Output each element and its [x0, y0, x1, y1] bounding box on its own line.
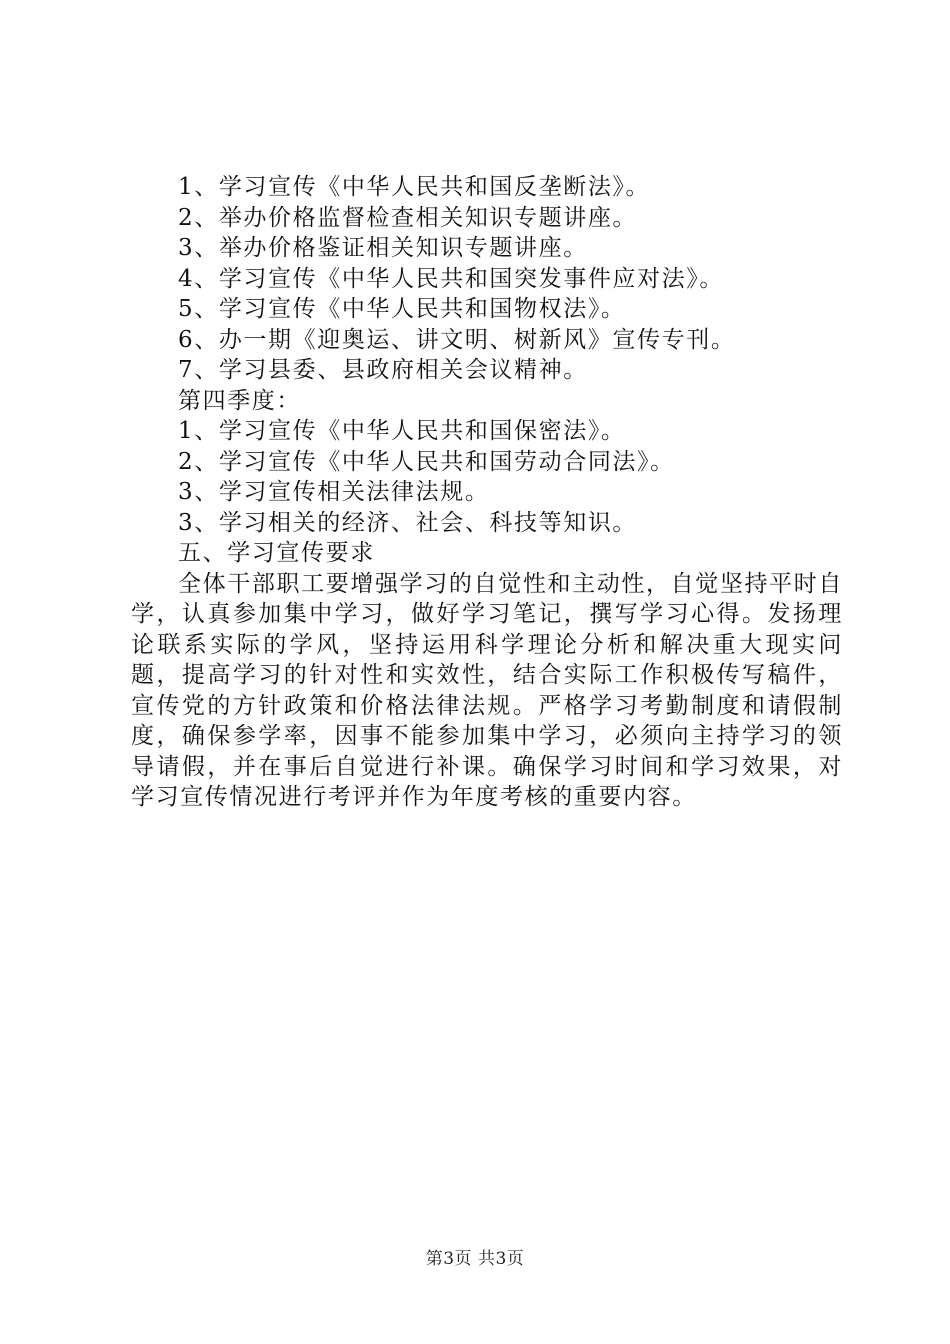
body-paragraph: 全体干部职工要增强学习的自觉性和主动性，自觉坚持平时自学，认真参加集中学习，做好学习笔记，撰写学习心得。发扬理论联系实际的学风，坚持运用科学理论分析和解决重大现实问题，提高学习的针对性和实效性，结合实际工作积极传写稿件，宣传党的方针政策和价格法律法规。严格学习考勤制度和请假制度，确保参学率，因事不能参加集中学习，必须向主持学习的领导请假，并在事后自觉进行补课。确保学习时间和学习效果，对学习宣传情况进行考评并作为年度考核的重要内容。 [131, 570, 843, 810]
list-item: 6、办一期《迎奥运、讲文明、树新风》宣传专刊。 [178, 326, 736, 353]
list-item: 4、学习宣传《中华人民共和国突发事件应对法》。 [178, 265, 724, 292]
list-item: 5、学习宣传《中华人民共和国物权法》。 [178, 296, 626, 322]
list-item: 1、学习宣传《中华人民共和国反垄断法》。 [178, 174, 651, 200]
section-heading: 五、学习宣传要求 [178, 540, 375, 566]
page-number: 第3页 共3页 [425, 1249, 525, 1269]
list-item: 3、学习相关的经济、社会、科技等知识。 [178, 509, 638, 536]
list-item: 2、举办价格监督检查相关知识专题讲座。 [178, 204, 638, 231]
list-item: 3、举办价格鉴证相关知识专题讲座。 [178, 235, 588, 261]
list-item: 3、学习宣传相关法律法规。 [178, 479, 490, 505]
list-item: 1、学习宣传《中华人民共和国保密法》。 [178, 418, 626, 444]
section-heading: 第四季度： [178, 387, 301, 414]
list-item: 2、学习宣传《中华人民共和国劳动合同法》。 [178, 448, 675, 475]
list-item: 7、学习县委、县政府相关会议精神。 [178, 357, 588, 383]
document-body [131, 172, 843, 813]
